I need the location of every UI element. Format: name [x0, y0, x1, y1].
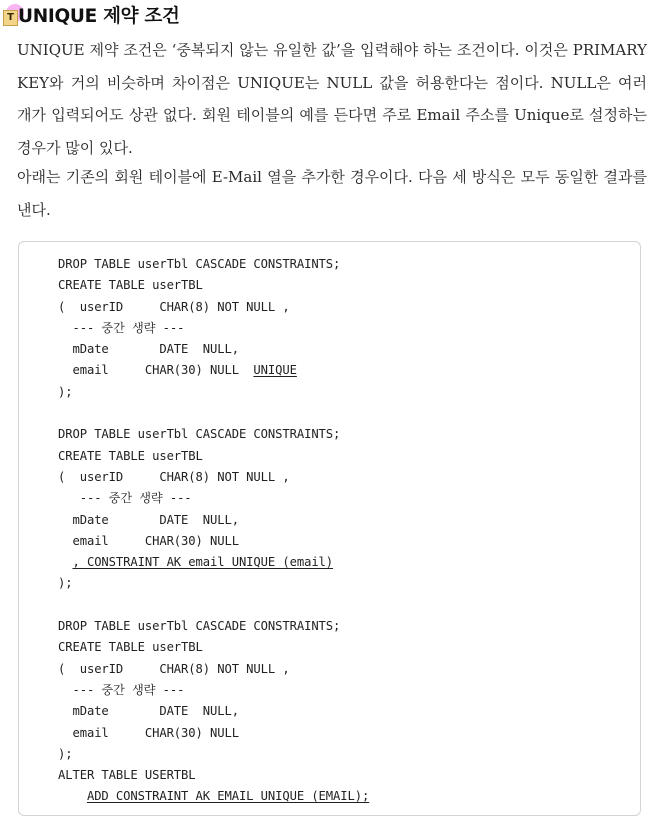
code-text: ); [58, 384, 73, 399]
code-line [58, 254, 369, 275]
intro-paragraph: UNIQUE 제약 조건은 ‘중복되지 않는 유일한 값’을 입력해야 하는 조건이다. 이것은 PRIMARY KEY와 거의 비슷하며 차이점은 UNIQUE는 NULL 값을 허용한다는 점이다. NULL은 여러 개가 입력되어도 상관 없다. 회원 테이블의 예를 든다면 주로 Email 주소를 Unique로 설정하는 경우가 많이 있다. [17, 41, 647, 157]
code-line [58, 424, 369, 445]
code-text: CREATE TABLE userTBL [58, 278, 203, 293]
code-text: DROP TABLE userTbl CASCADE CONSTRAINTS; [58, 427, 341, 442]
code-text: email CHAR(30) NULL [58, 533, 239, 548]
code-text: ( userID CHAR(8) NOT NULL , [58, 661, 290, 676]
code-line [58, 573, 369, 594]
code-line [58, 744, 369, 765]
code-text: --- 중간 생략 --- [58, 682, 185, 697]
code-text: mDate DATE NULL, [58, 512, 239, 527]
code-line [58, 339, 369, 360]
code-text [58, 789, 87, 803]
code-line [58, 510, 369, 531]
code-line [58, 403, 369, 424]
code-text: ( userID CHAR(8) NOT NULL , [58, 469, 290, 484]
code-text: --- 중간 생략 --- [58, 320, 185, 335]
code-text: email CHAR(30) NULL [58, 363, 254, 378]
code-line [58, 382, 369, 403]
code-line [58, 765, 369, 786]
code-line [58, 488, 369, 509]
code-text: ); [58, 576, 73, 591]
code-underlined-text: UNIQUE [253, 363, 297, 378]
code-text: ); [58, 746, 73, 761]
code-line [58, 318, 369, 339]
code-line [58, 275, 369, 296]
section-heading: UNIQUE 제약 조건 [18, 6, 180, 27]
code-line [58, 701, 369, 722]
code-text: mDate DATE NULL, [58, 342, 239, 357]
code-line [58, 467, 369, 488]
code-line [58, 637, 369, 658]
code-text: email CHAR(30) NULL [58, 725, 239, 740]
code-text: ( userID CHAR(8) NOT NULL , [58, 299, 290, 314]
code-text: CREATE TABLE userTBL [58, 640, 203, 655]
code-text: ALTER TABLE USERTBL [58, 768, 196, 783]
example-intro-paragraph: 아래는 기존의 회원 테이블에 E-Mail 열을 추가한 경우이다. 다음 세 방식은 모두 동일한 결과를 낸다. [17, 168, 647, 219]
code-text: DROP TABLE userTbl CASCADE CONSTRAINTS; [58, 619, 341, 634]
code-line [58, 595, 369, 616]
code-line [58, 659, 369, 680]
code-line [58, 680, 369, 701]
code-line [58, 446, 369, 467]
code-line [58, 616, 369, 637]
code-underlined-text: , CONSTRAINT AK_email UNIQUE (email) [72, 555, 334, 570]
code-line [58, 360, 369, 381]
code-line [58, 297, 369, 318]
text-tool-icon: T [3, 10, 18, 26]
code-text: --- 중간 생략 --- [58, 491, 192, 506]
code-line [58, 786, 369, 807]
code-line [58, 531, 369, 552]
code-block [18, 241, 641, 816]
code-underlined-text: ADD CONSTRAINT AK_EMAIL UNIQUE (EMAIL); [86, 789, 370, 804]
code-text [58, 555, 72, 569]
sql-code [58, 254, 369, 808]
code-text: mDate DATE NULL, [58, 704, 239, 719]
code-text: DROP TABLE userTbl CASCADE CONSTRAINTS; [58, 257, 341, 271]
code-text: CREATE TABLE userTBL [58, 448, 203, 463]
code-line [58, 723, 369, 744]
code-line [58, 552, 369, 573]
